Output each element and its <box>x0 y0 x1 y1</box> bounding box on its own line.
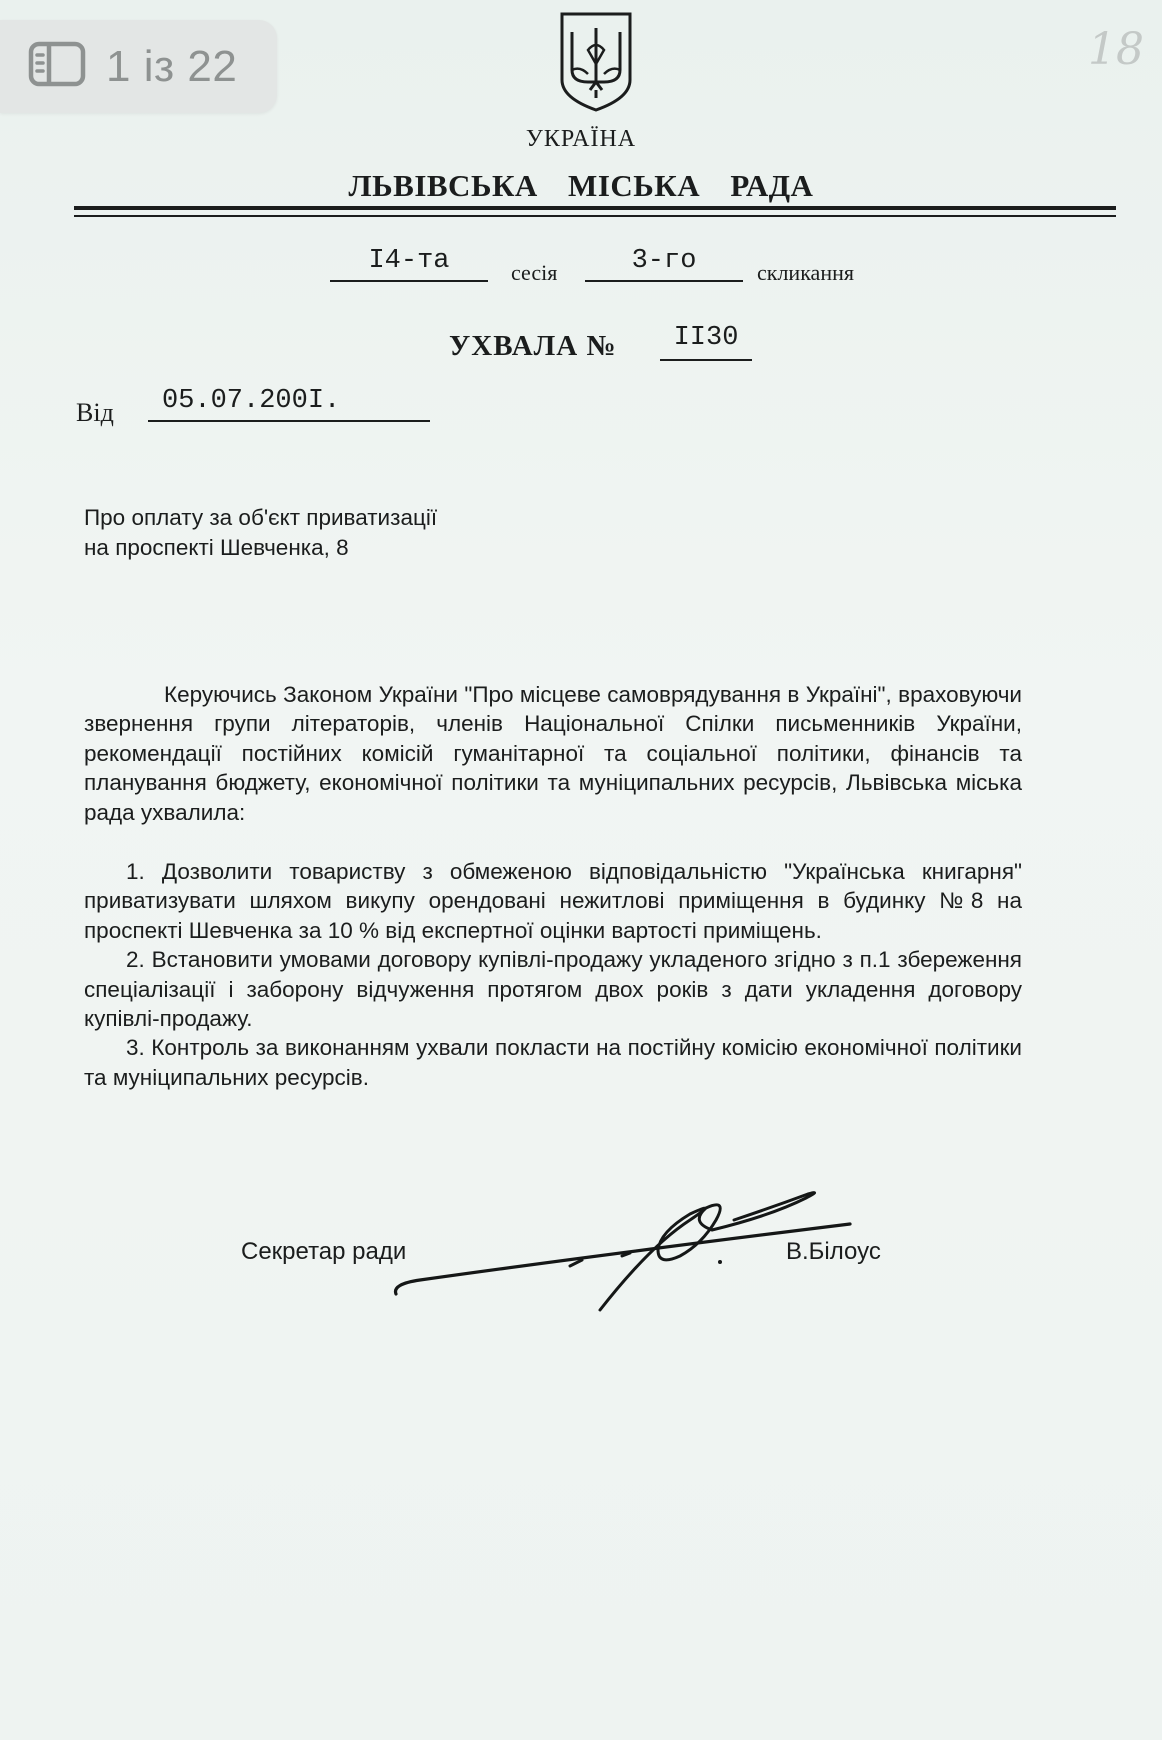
page-counter-badge[interactable] <box>0 20 277 113</box>
resolution-number-field <box>660 323 752 361</box>
signatory-name: В.Білоус <box>786 1238 881 1265</box>
list-item: 1. Дозволити товариству з обмеженою відповідальністю "Українська книгарня" приватизувати шляхом викупу орендовані нежитлові приміщення в будинку №8 на проспекті Шевченка за 10 % від експертної оцінки вартості приміщень. <box>84 859 1022 943</box>
sidebar-panel-icon[interactable] <box>28 41 86 92</box>
convocation-number: 3-го <box>631 246 697 276</box>
archive-page-number: 18 <box>1088 24 1144 75</box>
resolution-items <box>84 857 1022 1092</box>
header-rule-thin <box>74 215 1116 217</box>
council-heading: ЛЬВІВСЬКА МІСЬКА РАДА <box>348 168 814 203</box>
signatory-role: Секретар ради <box>241 1238 407 1265</box>
subject-line-2: на проспекті Шевченка, 8 <box>84 535 349 560</box>
list-item: 2. Встановити умовами договору купівлі-продажу укладеного згідно з п.1 збереження спеціалізації і заборону відчуження протягом двох років з дати укладення договору купівлі-продажу. <box>84 947 1022 1032</box>
convocation-label: скликання <box>757 260 854 285</box>
resolution-title: УХВАЛА № <box>449 330 617 362</box>
trident-emblem-icon <box>558 10 634 114</box>
date-label: Від <box>76 398 114 427</box>
header-rule-thick <box>74 206 1116 210</box>
resolution-date: 05.07.200I. <box>162 386 341 416</box>
page-counter: 1 із 22 <box>106 41 238 91</box>
preamble-block <box>84 680 1022 827</box>
session-label: сесія <box>511 260 558 285</box>
resolution-number: II30 <box>673 323 739 353</box>
session-number: I4-та <box>368 246 450 276</box>
subject-line-1: Про оплату за об'єкт приватизації <box>84 505 438 530</box>
list-item: 3. Контроль за виконанням ухвали покласти на постійну комісію економічної політики та муніципальних ресурсів. <box>84 1035 1022 1090</box>
convocation-field <box>585 246 743 282</box>
date-field <box>148 386 430 422</box>
subject-block <box>84 503 437 563</box>
preamble-text: Керуючись Законом України "Про місцеве самоврядування в Україні", враховуючи звернення групи літераторів, членів Національної Спілки письменників України, рекомендації постійних комісій гуманітарної та соціальної політики, фінансів та планування бюджету, економічної політики та муніципальних ресурсів, Львівська міська рада ухвалила: <box>84 682 1022 825</box>
country-heading: УКРАЇНА <box>525 126 637 152</box>
session-number-field <box>330 246 488 282</box>
